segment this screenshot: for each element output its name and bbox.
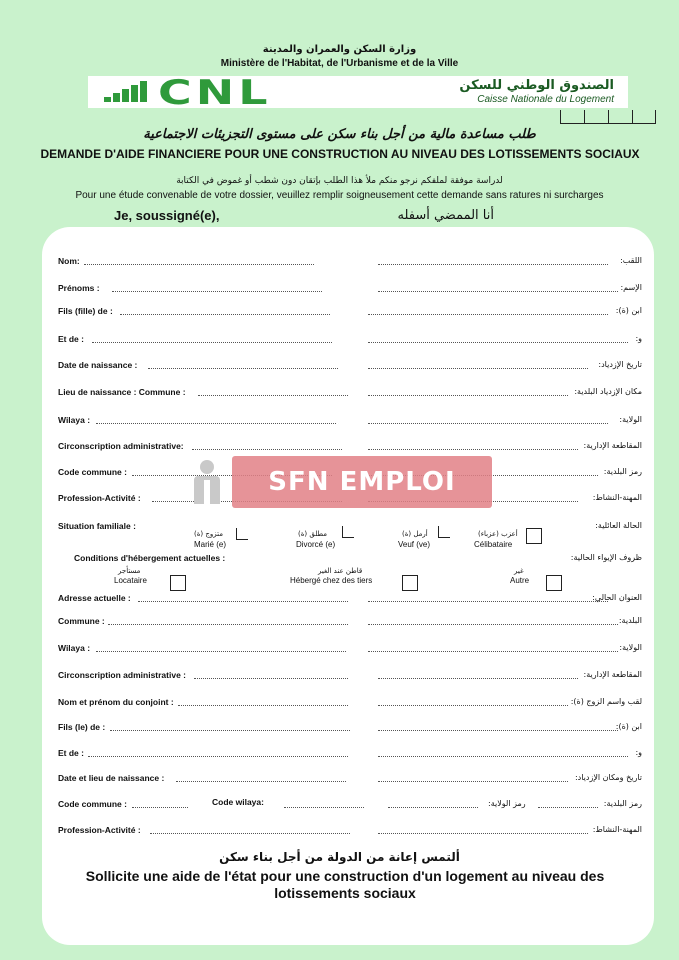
option-locataire-ar: مستأجر [118,567,141,575]
field-label-ar: العنوان الحالي: [592,593,642,602]
field-label-ar: المهنة-النشاط: [592,825,642,834]
field-label: Adresse actuelle : [58,593,131,603]
field-label: Fils (fille) de : [58,306,113,316]
field-label: Circonscription administrative : [58,670,186,680]
declaration-fr: Je, soussigné(e), [114,208,220,223]
field-label: Profession-Activité : [58,493,141,503]
field-label-ar: المهنة-النشاط: [592,493,642,502]
checkbox-veuf[interactable] [438,526,450,538]
option-autre-ar: غير [514,567,524,575]
field-label: Nom et prénom du conjoint : [58,697,174,707]
field-label: Wilaya : [58,643,91,653]
field-label: Date de naissance : [58,360,138,370]
field-label-ar: تاريخ ومكان الإزدياد: [574,773,642,782]
field-fils[interactable] [58,306,642,320]
field-label: Code commune : [58,799,127,809]
declaration-ar: أنا الممضي أسفله [397,208,494,223]
reference-number-field[interactable] [560,110,656,124]
field-circonscription-2[interactable] [58,670,642,684]
field-label: Prénoms : [58,283,100,293]
option-veuf: Veuf (ve) [398,540,431,549]
field-label-ar: تاريخ الإزدياد: [598,360,642,369]
field-date-lieu[interactable] [58,773,642,787]
option-celibataire-ar: أعزب (عزباء) [478,530,518,538]
ministry-name-fr: Ministère de l'Habitat, de l'Urbanisme et de la Ville [220,58,459,69]
cnl-logo: CNL [158,73,272,113]
checkbox-marie[interactable] [236,528,248,540]
field-label-ar: و: [635,748,642,757]
cnl-logo-band [88,73,628,113]
ministry-name-ar: وزارة السكن والعمران والمدينة [262,44,417,55]
field-label: Profession-Activité : [58,825,141,835]
checkbox-locataire[interactable] [170,575,186,591]
hebergement-label: Conditions d'hébergement actuelles : [74,553,226,563]
field-label: Wilaya : [58,415,91,425]
hebergement-row [74,553,642,567]
field-label: Et de : [58,748,84,758]
field-label: Commune : [58,616,105,626]
field-profession-2[interactable] [58,825,642,839]
checkbox-autre[interactable] [546,575,562,591]
request-statement-fr: Sollicite une aide de l'état pour une construction d'un logement au niveau des lotissements sociaux [85,868,605,901]
checkbox-heberge[interactable] [402,575,418,591]
option-autre: Autre [510,576,530,585]
field-label-ar: البلدية: [618,616,642,625]
option-celibataire: Célibataire [474,540,513,549]
option-marie-ar: متزوج (ة) [194,530,223,538]
form-title-fr: DEMANDE D'AIDE FINANCIERE POUR UNE CONSTRUCTION AU NIVEAU DES LOTISSEMENTS SOCIAUX [40,147,640,161]
field-label-ar: المقاطعة الإدارية: [583,441,642,450]
option-divorce-ar: مطلق (ة) [298,530,328,538]
field-label-ar: الإسم: [620,283,642,292]
field-label-ar: ابن (ة): [615,722,642,731]
field-label: Circonscription administrative: [58,441,184,451]
field-label-code-wilaya: Code wilaya: [212,797,264,807]
instructions-fr: Pour une étude convenable de votre dossier, veuillez remplir soigneusement cette demande sans ratures ni surcharges [75,190,604,201]
field-wilaya-2[interactable] [58,643,642,657]
field-lieu-naissance[interactable] [58,387,642,401]
field-fils-2[interactable] [58,722,642,736]
field-nom[interactable] [58,256,642,270]
field-label-ar: الولاية: [619,415,642,424]
option-heberge: Hébergé chez des tiers [290,576,373,585]
checkbox-divorce[interactable] [342,526,354,538]
field-label-code-wilaya-ar: رمز الولاية: [488,799,526,808]
field-codes[interactable] [58,799,642,813]
field-label-ar: رمز البلدية: [603,467,642,476]
situation-label: Situation familiale : [58,521,136,531]
field-label: Nom: [58,256,80,266]
watermark [190,456,492,508]
field-label: Lieu de naissance : Commune : [58,387,186,397]
field-label: Date et lieu de naissance : [58,773,165,783]
org-name-ar: الصندوق الوطني للسكن [459,78,614,93]
field-label: Code commune : [58,467,127,477]
logo-bars-icon [104,80,154,102]
situation-label-ar: الحالة العائلية: [595,521,642,530]
option-marie: Marié (e) [194,540,227,549]
field-label-ar: اللقب: [620,256,642,265]
field-adresse[interactable] [58,593,642,607]
field-label-ar: ابن (ة): [615,306,642,315]
field-et-de[interactable] [58,334,642,348]
field-conjoint[interactable] [58,697,642,711]
form-title-ar: طلب مساعدة مالية من أجل بناء سكن على مستوى التجزيئات الاجتماعية [143,127,536,142]
field-circonscription[interactable] [58,441,642,455]
field-label-ar: المقاطعة الإدارية: [583,670,642,679]
field-commune[interactable] [58,616,642,630]
field-label-ar: و: [635,334,642,343]
field-label-ar: لقب واسم الزوج (ة): [570,697,642,706]
checkbox-celibataire[interactable] [526,528,542,544]
watermark-text: SFN EMPLOI [268,467,456,497]
option-veuf-ar: أرمل (ة) [402,530,428,538]
person-icon [190,460,224,504]
field-prenoms[interactable] [58,283,642,297]
hebergement-label-ar: ظروف الإيواء الحالية: [570,553,642,562]
field-label-ar: رمز البلدية: [603,799,642,808]
option-divorce: Divorcé (e) [296,540,336,549]
field-label: Et de : [58,334,84,344]
option-locataire: Locataire [114,576,147,585]
field-wilaya[interactable] [58,415,642,429]
option-heberge-ar: قاطن عند الغير [318,567,363,575]
field-label: Fils (le) de : [58,722,106,732]
org-name-fr: Caisse Nationale du Logement [477,94,614,105]
field-label-ar: الولاية: [619,643,642,652]
watermark-band [232,456,492,508]
instructions-ar: لدراسة موفقة لملفكم نرجو منكم ملأ هذا الطلب بإتقان دون شطب أو غموض في الكتابة [176,176,503,186]
request-statement-ar: ألتمس إعانة من الدولة من أجل بناء سكن [219,850,460,864]
field-et-de-2[interactable] [58,748,642,762]
field-date-naissance[interactable] [58,360,642,374]
field-label-ar: مكان الإزدياد البلدية: [574,387,642,396]
